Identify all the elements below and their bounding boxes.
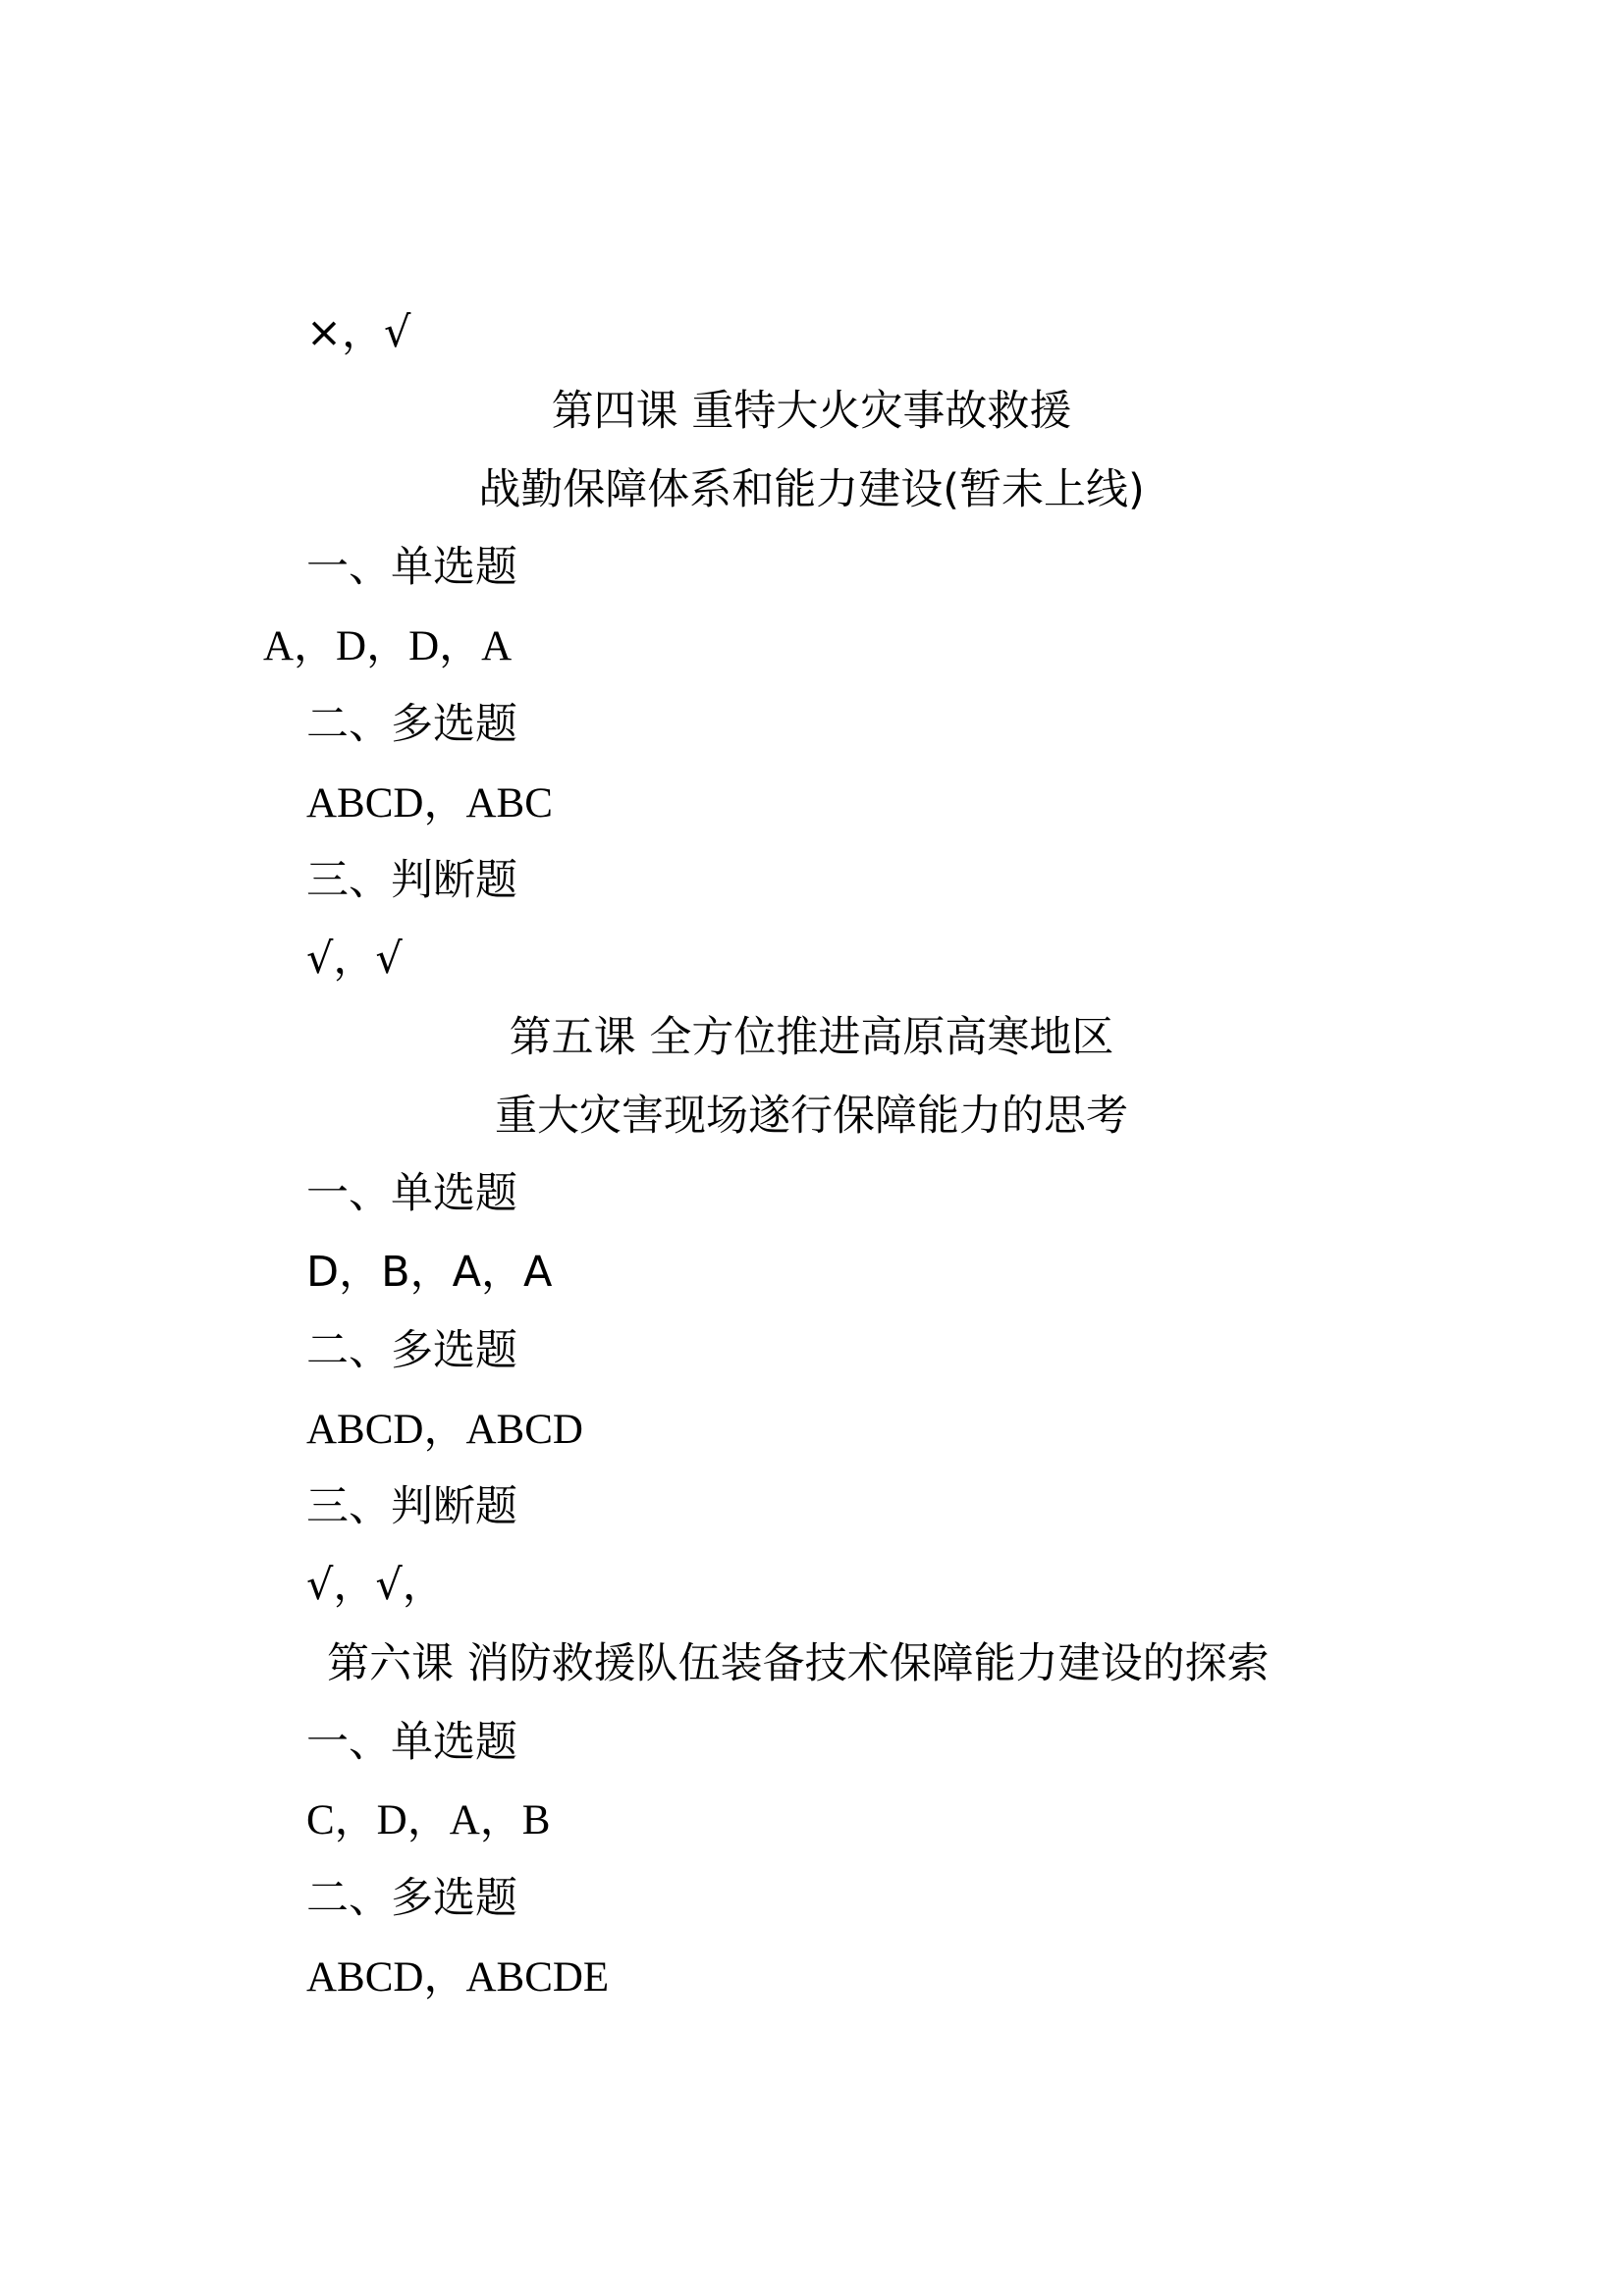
- section-heading-multiple-choice: 二、多选题: [306, 1874, 517, 1923]
- section-heading-true-false: 三、判断题: [306, 1482, 517, 1531]
- answer-line: √，√，: [306, 1561, 445, 1610]
- answer-line: ABCD，ABC: [306, 780, 553, 827]
- section-heading-true-false: 三、判断题: [306, 856, 517, 905]
- answer-line: A，D，D，A: [263, 623, 513, 669]
- section-heading-multiple-choice: 二、多选题: [306, 1326, 517, 1375]
- lesson-6-title: 第六课 消防救援队伍装备技术保障能力建设的探索: [327, 1639, 1270, 1688]
- lesson-5-title-line-1: 第五课 全方位推进高原高寒地区: [509, 1013, 1114, 1062]
- lesson-4-title-line-2: 战勤保障体系和能力建设(暂未上线): [478, 465, 1145, 514]
- answer-line: C，D，A，B: [306, 1797, 551, 1843]
- section-heading-single-choice: 一、单选题: [306, 1169, 517, 1218]
- lesson-4-title-line-1: 第四课 重特大火灾事故救援: [551, 387, 1072, 436]
- lesson-5-title-line-2: 重大灾害现场遂行保障能力的思考: [495, 1092, 1128, 1141]
- section-heading-single-choice: 一、单选题: [306, 1718, 517, 1767]
- answer-line: D，B，A，A: [306, 1248, 553, 1297]
- answer-line: ×，√: [306, 308, 411, 357]
- answer-line: √，√: [306, 934, 403, 984]
- answer-line: ABCD，ABCDE: [306, 1954, 610, 2001]
- section-heading-multiple-choice: 二、多选题: [306, 700, 517, 749]
- section-heading-single-choice: 一、单选题: [306, 543, 517, 592]
- answer-line: ABCD，ABCD: [306, 1407, 583, 1453]
